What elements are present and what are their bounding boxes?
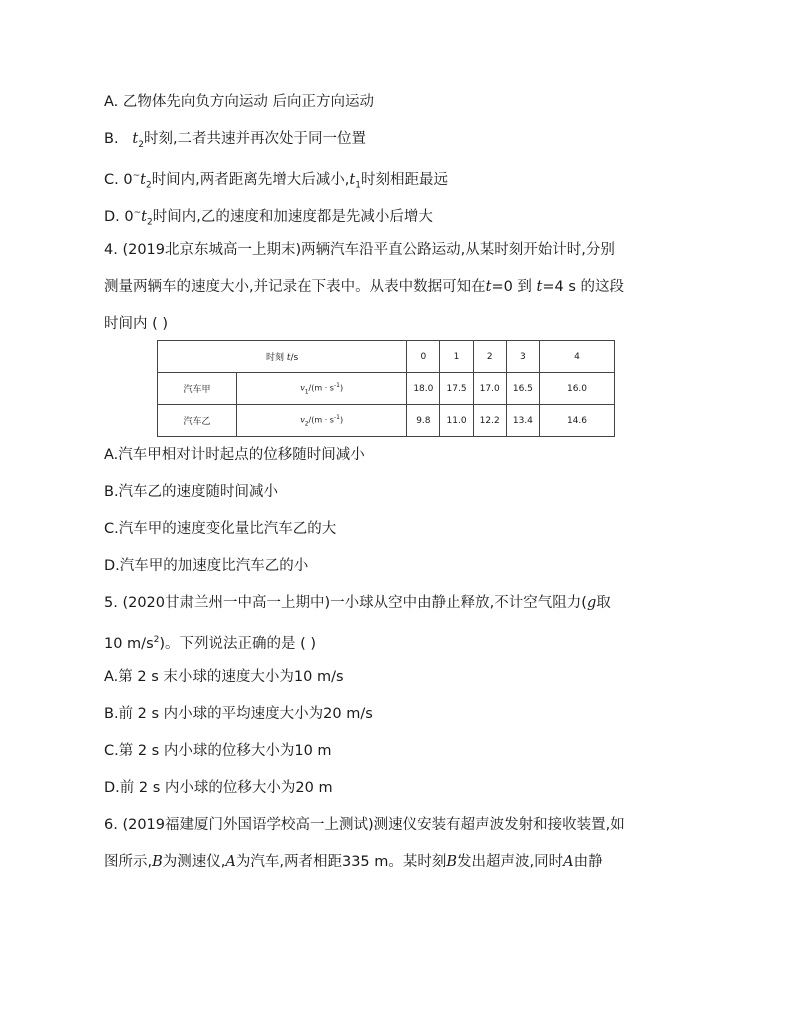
subscript: 2: [146, 217, 153, 228]
option-label: B.: [104, 131, 119, 147]
stem-text: 为汽车,两者相距335 m。某时刻: [235, 854, 447, 870]
unit-text: /(m · s: [308, 383, 334, 393]
table-cell: 1: [440, 341, 473, 373]
var-a: A: [225, 854, 236, 870]
table-cell: 12.2: [473, 405, 506, 437]
table-cell: 4: [540, 341, 615, 373]
option-text: 时刻,二者共速并再次处于同一位置: [143, 131, 367, 147]
var-t: t: [141, 208, 147, 225]
q5-option-a: A.第 2 s 末小球的速度大小为10 m/s: [104, 669, 344, 685]
q6-stem-line1: 6. (2019福建厦门外国语学校高一上测试)测速仪安装有超声波发射和接收装置,如: [104, 817, 625, 833]
stem-text: 10 m/s: [104, 635, 154, 652]
q6-stem-line2: [104, 852, 603, 872]
option-text: 时间内,乙的速度和加速度都是先减小后增大: [152, 208, 433, 225]
table-cell: 13.4: [506, 405, 539, 437]
var-t: t: [140, 171, 146, 188]
var-t: t: [349, 171, 356, 188]
subscript: 2: [304, 420, 309, 428]
q4-stem-line2: [104, 277, 624, 297]
q5-option-d: D.前 2 s 内小球的位移大小为20 m: [104, 780, 333, 796]
header-unit: /s: [290, 353, 299, 363]
q5-option-b: B.前 2 s 内小球的平均速度大小为20 m/s: [104, 706, 373, 722]
var-t: t: [132, 131, 139, 147]
var-t: t: [286, 353, 291, 363]
header-label: 时刻: [266, 353, 285, 363]
table-row: [158, 341, 615, 373]
superscript: -1: [333, 381, 340, 389]
table-cell: 9.8: [407, 405, 440, 437]
tilde: ~: [133, 208, 142, 218]
q3-option-d: [104, 203, 433, 233]
table-cell: 17.5: [440, 373, 473, 405]
subscript: 1: [304, 388, 309, 396]
stem-text: =4 s 的这段: [542, 279, 625, 295]
row-name: 汽车乙: [158, 405, 237, 437]
subscript: 1: [355, 180, 361, 191]
subscript: 2: [145, 180, 152, 191]
table-cell: 17.0: [473, 373, 506, 405]
table-cell: 14.6: [540, 405, 615, 437]
option-text: 时刻相距最远: [360, 171, 448, 188]
row-unit: [237, 373, 407, 405]
stem-text: =0 到: [491, 279, 532, 295]
var-v: v: [300, 415, 305, 425]
unit-text: ): [339, 415, 344, 425]
table-cell: 0: [407, 341, 440, 373]
row-name: 汽车甲: [158, 373, 237, 405]
unit-text: /(m · s: [308, 415, 334, 425]
stem-text: 取: [596, 595, 611, 611]
option-label: D. 0: [104, 208, 134, 225]
tilde: ~: [132, 171, 141, 181]
table-cell: 16.5: [506, 373, 539, 405]
table-header-time: [158, 341, 407, 373]
table-row: [158, 405, 615, 437]
var-a: A: [563, 854, 574, 870]
q5-stem-line2: [104, 630, 316, 654]
q5-option-c: C.第 2 s 内小球的位移大小为10 m: [104, 743, 332, 759]
q4-option-b: B.汽车乙的速度随时间减小: [104, 484, 279, 500]
q4-stem-line1: 4. (2019北京东城高一上期末)两辆汽车沿平直公路运动,从某时刻开始计时,分别: [104, 242, 615, 258]
superscript: -1: [333, 413, 340, 421]
q4-option-d: D.汽车甲的加速度比汽车乙的小: [104, 558, 309, 574]
q4-option-c: C.汽车甲的速度变化量比汽车乙的大: [104, 521, 337, 537]
superscript: 2: [153, 635, 160, 645]
stem-text: 由静: [573, 854, 603, 870]
var-g: g: [586, 595, 597, 611]
table-cell: 11.0: [440, 405, 473, 437]
subscript: 2: [138, 139, 144, 150]
q3-option-a: A. 乙物体先向负方向运动 后向正方向运动: [104, 94, 374, 110]
q4-stem-line3: 时间内 ( ): [104, 316, 169, 332]
option-text: 时间内,两者距离先增大后减小,: [151, 171, 350, 188]
stem-text: 测量两辆车的速度大小,并记录在下表中。从表中数据可知在: [104, 279, 486, 295]
table-cell: 2: [473, 341, 506, 373]
unit-text: ): [339, 383, 344, 393]
table-cell: 18.0: [407, 373, 440, 405]
var-b: B: [446, 854, 458, 870]
q3-option-c: [104, 166, 448, 196]
var-b: B: [152, 854, 163, 870]
speed-table: [157, 340, 615, 437]
var-t: t: [536, 279, 543, 295]
stem-text: 发出超声波,同时: [457, 854, 564, 870]
option-label: C. 0: [104, 171, 133, 188]
stem-text: 5. (2020甘肃兰州一中高一上期中)一小球从空中由静止释放,不计空气阻力(: [104, 595, 587, 611]
table-row: [158, 373, 615, 405]
table-cell: 16.0: [540, 373, 615, 405]
q4-option-a: A.汽车甲相对计时起点的位移随时间减小: [104, 447, 365, 463]
stem-text: 为测速仪,: [162, 854, 226, 870]
var-t: t: [485, 279, 492, 295]
q5-stem-line1: [104, 593, 611, 613]
row-unit: [237, 405, 407, 437]
stem-text: )。下列说法正确的是 ( ): [159, 635, 317, 652]
q3-option-b: [104, 129, 366, 155]
var-v: v: [300, 383, 305, 393]
table-cell: 3: [506, 341, 539, 373]
stem-text: 图所示,: [104, 854, 153, 870]
